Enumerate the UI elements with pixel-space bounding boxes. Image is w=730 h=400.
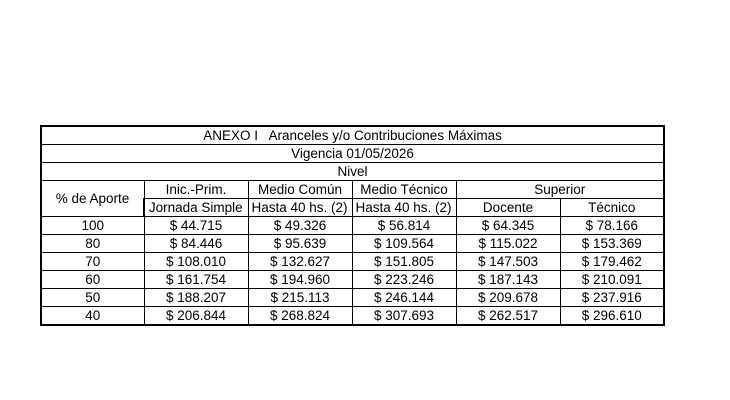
aporte-cell: 80	[41, 235, 144, 253]
docente-cell: $ 64.345	[456, 217, 560, 235]
table-title: ANEXO I Aranceles y/o Contribuciones Máximas	[41, 126, 664, 145]
docente-cell: $ 115.022	[456, 235, 560, 253]
table-row	[41, 235, 664, 253]
tecnico-header: Técnico	[560, 199, 664, 217]
docente-cell: $ 209.678	[456, 289, 560, 307]
medio-comun-cell: $ 49.326	[248, 217, 352, 235]
inic-prim-cell: $ 44.715	[144, 217, 248, 235]
tecnico-cell: $ 78.166	[560, 217, 664, 235]
inic-prim-cell: $ 161.754	[144, 271, 248, 289]
tecnico-cell: $ 153.369	[560, 235, 664, 253]
aporte-cell: 40	[41, 307, 144, 326]
table-row	[41, 253, 664, 271]
docente-cell: $ 262.517	[456, 307, 560, 326]
tecnico-cell: $ 179.462	[560, 253, 664, 271]
table-row	[41, 289, 664, 307]
medio-tecnico-cell: $ 56.814	[352, 217, 456, 235]
title-row	[41, 126, 664, 145]
level-header-row	[41, 181, 664, 199]
medio-tecnico-cell: $ 246.144	[352, 289, 456, 307]
aporte-header: % de Aporte	[41, 181, 144, 217]
medio-comun-cell: $ 268.824	[248, 307, 352, 326]
medio-comun-cell: $ 95.639	[248, 235, 352, 253]
inic-prim-cell: $ 84.446	[144, 235, 248, 253]
nivel-row	[41, 163, 664, 181]
medio-tecnico-cell: $ 109.564	[352, 235, 456, 253]
medio-comun-cell: $ 132.627	[248, 253, 352, 271]
table-row	[41, 217, 664, 235]
vigencia-row	[41, 145, 664, 163]
medio-tecnico-header: Medio Técnico	[352, 181, 456, 199]
inic-prim-header: Inic.-Prim.	[144, 181, 248, 199]
superior-header: Superior	[456, 181, 664, 199]
nivel-header: Nivel	[41, 163, 664, 181]
table-row	[41, 307, 664, 326]
inic-prim-cell: $ 108.010	[144, 253, 248, 271]
aporte-cell: 70	[41, 253, 144, 271]
tecnico-cell: $ 296.610	[560, 307, 664, 326]
medio-comun-header: Medio Común	[248, 181, 352, 199]
medio-comun-cell: $ 215.113	[248, 289, 352, 307]
inic-prim-cell: $ 206.844	[144, 307, 248, 326]
hasta-40-tecnico-header: Hasta 40 hs. (2)	[352, 199, 456, 217]
aporte-cell: 50	[41, 289, 144, 307]
docente-header: Docente	[456, 199, 560, 217]
inic-prim-cell: $ 188.207	[144, 289, 248, 307]
aporte-cell: 100	[41, 217, 144, 235]
tecnico-cell: $ 210.091	[560, 271, 664, 289]
docente-cell: $ 187.143	[456, 271, 560, 289]
vigencia-date: Vigencia 01/05/2026	[41, 145, 664, 163]
docente-cell: $ 147.503	[456, 253, 560, 271]
medio-tecnico-cell: $ 307.693	[352, 307, 456, 326]
jornada-simple-header: Jornada Simple	[144, 199, 248, 217]
medio-tecnico-cell: $ 223.246	[352, 271, 456, 289]
aporte-cell: 60	[41, 271, 144, 289]
aranceles-table	[40, 125, 665, 326]
table-row	[41, 271, 664, 289]
medio-tecnico-cell: $ 151.805	[352, 253, 456, 271]
tecnico-cell: $ 237.916	[560, 289, 664, 307]
hasta-40-comun-header: Hasta 40 hs. (2)	[248, 199, 352, 217]
medio-comun-cell: $ 194.960	[248, 271, 352, 289]
